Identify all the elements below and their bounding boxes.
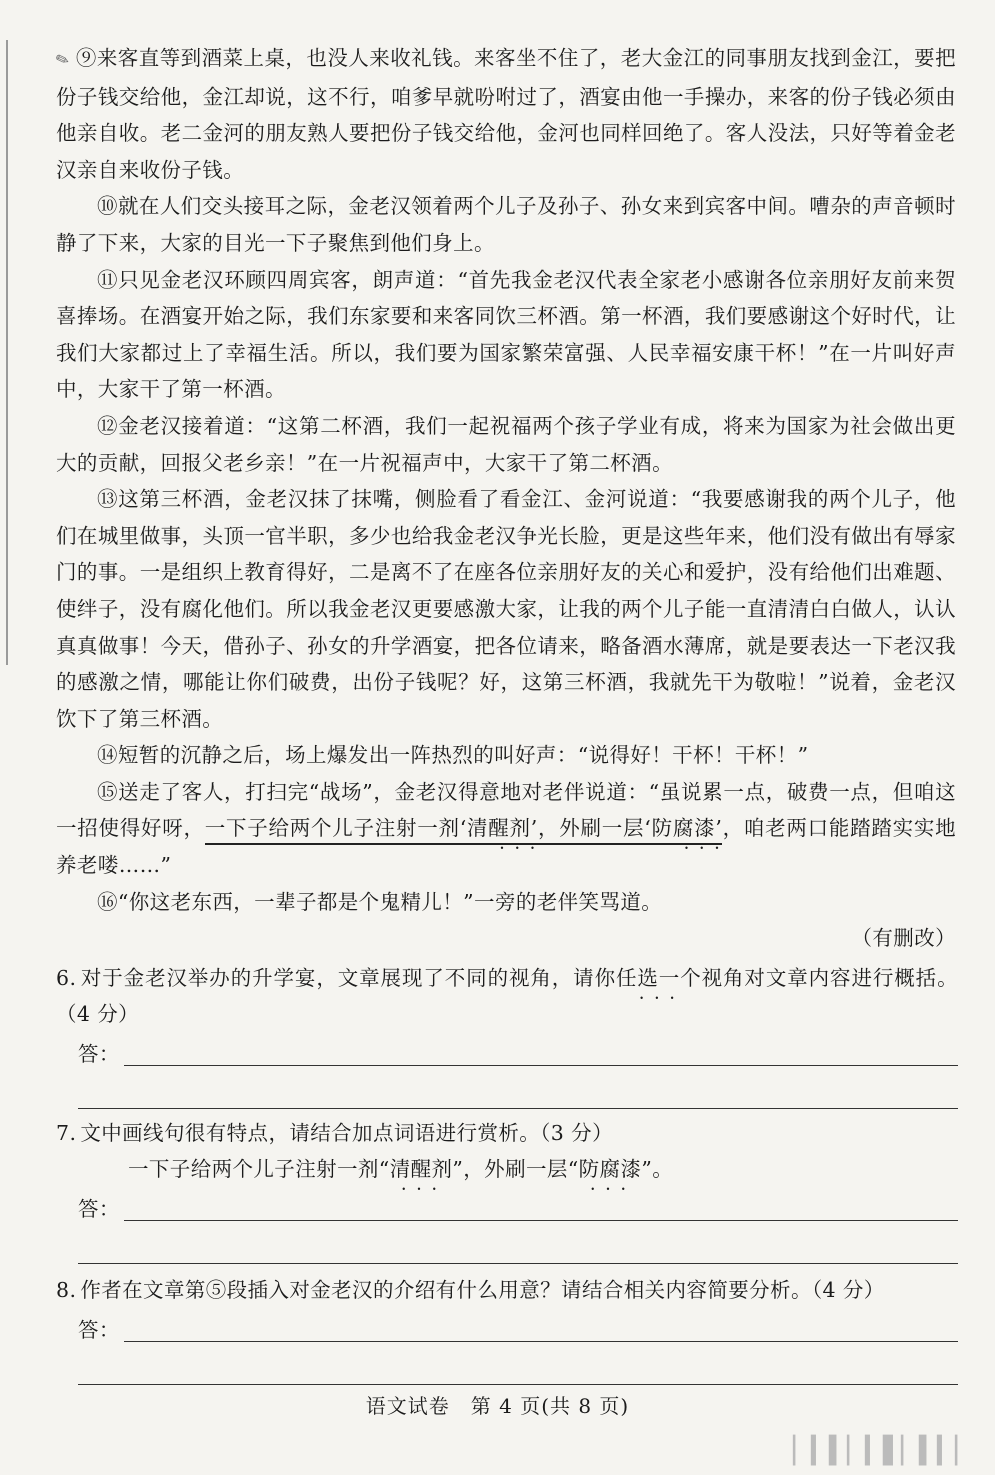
paragraph-10: ⑩就在人们交头接耳之际，金老汉领着两个儿子及孙子、孙女来到宾客中间。嘈杂的声音顿时静了下来，大家的目光一下子聚焦到他们身上。 xyxy=(56,194,956,255)
question-7-quote xyxy=(56,1151,958,1187)
reading-passage xyxy=(52,40,956,957)
paragraph-15-lead: ⑮送走了客人，打扫完“战场”，金老汉得意地对老伴说道：“虽说累一点，破费一点，但咱这一招使得好呀， xyxy=(56,779,956,841)
question-7-text: 文中画线句很有特点，请结合加点词语进行赏析。（3 分） xyxy=(80,1121,613,1145)
paragraph-9-text: ⑨来客直等到酒菜上桌，也没人来收礼钱。来客坐不住了，老大金江的同事朋友找到金江，要把份子钱交给他，金江却说，这不行，咱爹早就吩咐过了，酒宴由他一手操办，来客的份子钱必须由他亲自收。老二金河的朋友熟人要把份子钱交给他，金河也同样回绝了。客人没法，只好等着金老汉亲自来收份子钱。 xyxy=(56,46,956,182)
margin-rule xyxy=(6,40,8,665)
source-note: （有删改） xyxy=(851,926,956,951)
answer-8-label: 答： xyxy=(78,1318,120,1342)
answer-7-row[interactable] xyxy=(56,1187,958,1227)
question-6-text-a: 对于金老汉举办的升学宴，文章展现了不同的视角，请你 xyxy=(80,966,616,990)
underlined-part-3: ’ xyxy=(715,816,723,841)
question-section xyxy=(56,960,958,1385)
answer-6-label: 答： xyxy=(78,1042,120,1066)
quote-part-b: ”，外刷一层“ xyxy=(452,1157,579,1181)
dotted-word-fangfuqi: 防腐漆 • • • xyxy=(651,816,715,840)
underlined-part-2: ’，外刷一层‘ xyxy=(530,816,652,841)
answer-8-line-1[interactable] xyxy=(124,1341,958,1342)
paragraph-12: ⑫金老汉接着道：“这第二杯酒，我们一起祝福两个孩子学业有成，将来为国家为社会做出更大的贡献，回报父老乡亲！”在一片祝福声中，大家干了第二杯酒。 xyxy=(56,413,956,475)
pencil-mark-icon: ✎ xyxy=(52,48,73,71)
question-6-number: 6. xyxy=(56,966,77,990)
dotted-word-qingxingji: 清醒剂 • • • xyxy=(467,816,531,840)
answer-6-line-1[interactable] xyxy=(124,1065,958,1066)
answer-7-line-1[interactable] xyxy=(124,1220,958,1221)
paragraph-14: ⑭短暂的沉静之后，场上爆发出一阵热烈的叫好声：“说得好！干杯！干杯！” xyxy=(97,743,809,768)
question-6 xyxy=(56,960,958,1032)
answer-8-row[interactable] xyxy=(56,1308,958,1348)
question-8-text: 作者在文章第⑤段插入对金老汉的介绍有什么用意？请结合相关内容简要分析。（4 分） xyxy=(80,1278,885,1302)
paragraph-9 xyxy=(52,40,956,188)
quote-dotted-qingxingji: 清醒剂 • • • xyxy=(390,1157,453,1181)
quote-part-c: ”。 xyxy=(641,1157,674,1181)
dotted-word-renxuanyige: 任选一个 • • • xyxy=(616,966,702,990)
answer-7-label: 答： xyxy=(78,1197,120,1221)
paragraph-15 xyxy=(56,774,956,884)
quote-dotted-fangfuqi: 防腐漆 • • • xyxy=(579,1157,642,1181)
paragraph-13: ⑬这第三杯酒，金老汉抹了抹嘴，侧脸看了看金江、金河说道：“我要感谢我的两个儿子，他们在城里做事，头顶一官半职，多少也给我金老汉争光长脸，更是这些年来，他们没有做出有辱家门的事。一是组织上教育得好，二是离不了在座各位亲朋好友的关心和爱护，没有给他们出难题、使绊子，没有腐化他们。所以我金老汉更要感激大家，让我的两个儿子能一直清清白白做人，认认真真做事！今天，借孙子、孙女的升学酒宴，把各位请来，略备酒水薄席，就是要表达一下老汉我的感激之情，哪能让你们破费，出份子钱呢？好，这第三杯酒，我就先干为敬啦！”说着，金老汉饮下了第三杯酒。 xyxy=(56,487,956,731)
page-footer: 语文试卷 第 4 页(共 8 页) xyxy=(365,1394,630,1418)
answer-6-row[interactable] xyxy=(56,1032,958,1072)
underlined-sentence xyxy=(205,816,723,845)
quote-part-a: 一下子给两个儿子注射一剂“ xyxy=(128,1157,390,1181)
barcode-watermark-icon: ▏▎▍▏▎▌▏▍▎▏ xyxy=(793,1436,973,1466)
question-6-text-b: 视角对文章内容进行概括。（4 分） xyxy=(56,966,958,1026)
paragraph-15-tail: ，咱老两口能踏踏实实地养老喽……” xyxy=(56,816,956,878)
answer-7-line-2[interactable] xyxy=(78,1227,958,1264)
question-7 xyxy=(56,1115,958,1151)
question-8 xyxy=(56,1272,958,1308)
paragraph-11: ⑪只见金老汉环顾四周宾客，朗声道：“首先我金老汉代表全家老小感谢各位亲朋好友前来贺喜捧场。在酒宴开始之际，我们东家要和来客同饮三杯酒。第一杯酒，我们要感谢这个好时代，让我们大家都过上了幸福生活。所以，我们要为国家繁荣富强、人民幸福安康干杯！”在一片叫好声中，大家干了第一杯酒。 xyxy=(56,267,956,402)
paragraph-16: ⑯“你这老东西，一辈子都是个鬼精儿！”一旁的老伴笑骂道。 xyxy=(97,889,663,914)
answer-6-line-2[interactable] xyxy=(78,1072,958,1109)
answer-8-line-2[interactable] xyxy=(78,1348,958,1385)
question-7-number: 7. xyxy=(56,1121,77,1145)
underlined-part-1: 一下子给两个儿子注射一剂‘ xyxy=(204,816,467,841)
question-8-number: 8. xyxy=(56,1278,77,1302)
